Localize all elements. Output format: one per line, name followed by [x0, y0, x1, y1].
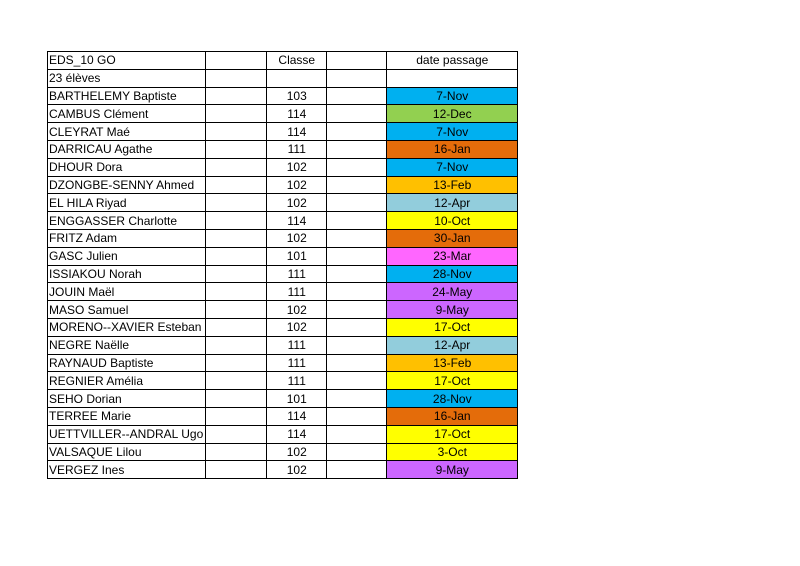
- empty-cell[interactable]: [206, 265, 267, 283]
- empty-cell[interactable]: [327, 390, 387, 408]
- student-name-cell[interactable]: NEGRE Naëlle: [48, 336, 206, 354]
- empty-cell[interactable]: [206, 318, 267, 336]
- student-name-cell[interactable]: CAMBUS Clément: [48, 105, 206, 123]
- table-row: [48, 407, 518, 425]
- student-schedule-table: [47, 51, 518, 479]
- student-name-cell[interactable]: BARTHELEMY Baptiste: [48, 87, 206, 105]
- student-classe-cell[interactable]: 114: [267, 105, 327, 123]
- table-row: [48, 265, 518, 283]
- student-name-cell[interactable]: VERGEZ Ines: [48, 461, 206, 479]
- student-classe-cell[interactable]: 102: [267, 158, 327, 176]
- table-row: [48, 158, 518, 176]
- empty-cell[interactable]: [206, 283, 267, 301]
- table-row: [48, 425, 518, 443]
- empty-cell[interactable]: [206, 336, 267, 354]
- empty-cell[interactable]: [206, 176, 267, 194]
- table-row: [48, 176, 518, 194]
- table-row: [48, 461, 518, 479]
- student-date-cell[interactable]: 16-Jan: [387, 140, 518, 158]
- student-date-cell[interactable]: 12-Apr: [387, 336, 518, 354]
- table-row: [48, 247, 518, 265]
- student-name-cell[interactable]: MASO Samuel: [48, 301, 206, 319]
- student-date-cell[interactable]: 3-Oct: [387, 443, 518, 461]
- student-name-cell[interactable]: GASC Julien: [48, 247, 206, 265]
- empty-cell[interactable]: [206, 229, 267, 247]
- student-name-cell[interactable]: EL HILA Riyad: [48, 194, 206, 212]
- student-classe-cell[interactable]: 114: [267, 425, 327, 443]
- student-classe-cell[interactable]: 102: [267, 318, 327, 336]
- student-date-cell[interactable]: 23-Mar: [387, 247, 518, 265]
- student-date-cell[interactable]: 16-Jan: [387, 407, 518, 425]
- student-name-cell[interactable]: JOUIN Maël: [48, 283, 206, 301]
- student-classe-cell[interactable]: 111: [267, 265, 327, 283]
- student-date-cell[interactable]: 13-Feb: [387, 354, 518, 372]
- empty-cell[interactable]: [327, 123, 387, 141]
- student-name-cell[interactable]: DARRICAU Agathe: [48, 140, 206, 158]
- empty-cell[interactable]: [327, 212, 387, 230]
- table-row: [48, 443, 518, 461]
- student-date-cell[interactable]: 12-Dec: [387, 105, 518, 123]
- empty-cell[interactable]: [206, 301, 267, 319]
- student-name-cell[interactable]: ENGGASSER Charlotte: [48, 212, 206, 230]
- empty-cell[interactable]: [327, 158, 387, 176]
- empty-cell[interactable]: [327, 140, 387, 158]
- empty-cell[interactable]: [206, 212, 267, 230]
- student-date-cell[interactable]: 30-Jan: [387, 229, 518, 247]
- count-row: [48, 69, 518, 87]
- table-row: [48, 372, 518, 390]
- empty-cell[interactable]: [206, 140, 267, 158]
- student-name-cell[interactable]: DHOUR Dora: [48, 158, 206, 176]
- student-date-cell[interactable]: 9-May: [387, 461, 518, 479]
- student-date-cell[interactable]: 24-May: [387, 283, 518, 301]
- title-cell[interactable]: EDS_10 GO: [48, 52, 206, 70]
- student-classe-cell[interactable]: 114: [267, 123, 327, 141]
- student-name-cell[interactable]: DZONGBE-SENNY Ahmed: [48, 176, 206, 194]
- empty-cell[interactable]: [327, 69, 387, 87]
- student-classe-cell[interactable]: 111: [267, 354, 327, 372]
- student-date-cell[interactable]: 17-Oct: [387, 425, 518, 443]
- empty-cell[interactable]: [206, 425, 267, 443]
- date-header[interactable]: date passage: [387, 52, 518, 70]
- empty-cell[interactable]: [327, 336, 387, 354]
- table-row: [48, 123, 518, 141]
- table-body: [48, 52, 518, 479]
- empty-cell[interactable]: [206, 407, 267, 425]
- empty-cell[interactable]: [206, 194, 267, 212]
- student-date-cell[interactable]: 17-Oct: [387, 372, 518, 390]
- empty-cell[interactable]: [327, 318, 387, 336]
- student-name-cell[interactable]: RAYNAUD Baptiste: [48, 354, 206, 372]
- student-classe-cell[interactable]: 101: [267, 247, 327, 265]
- student-name-cell[interactable]: TERREE Marie: [48, 407, 206, 425]
- table-row: [48, 87, 518, 105]
- student-classe-cell[interactable]: 102: [267, 461, 327, 479]
- table-row: [48, 140, 518, 158]
- student-name-cell[interactable]: MORENO--XAVIER Esteban: [48, 318, 206, 336]
- student-classe-cell[interactable]: 114: [267, 212, 327, 230]
- empty-cell[interactable]: [327, 229, 387, 247]
- empty-cell[interactable]: [327, 283, 387, 301]
- empty-cell[interactable]: [206, 52, 267, 70]
- empty-cell[interactable]: [206, 69, 267, 87]
- empty-cell[interactable]: [206, 354, 267, 372]
- student-classe-cell[interactable]: 114: [267, 407, 327, 425]
- empty-cell[interactable]: [206, 372, 267, 390]
- table-row: [48, 194, 518, 212]
- empty-cell[interactable]: [327, 425, 387, 443]
- empty-cell[interactable]: [327, 87, 387, 105]
- empty-cell[interactable]: [327, 265, 387, 283]
- table-row: [48, 229, 518, 247]
- student-name-cell[interactable]: CLEYRAT Maé: [48, 123, 206, 141]
- student-date-cell[interactable]: 7-Nov: [387, 87, 518, 105]
- empty-cell[interactable]: [327, 461, 387, 479]
- student-date-cell[interactable]: 7-Nov: [387, 158, 518, 176]
- student-classe-cell[interactable]: 111: [267, 372, 327, 390]
- student-name-cell[interactable]: FRITZ Adam: [48, 229, 206, 247]
- student-classe-cell[interactable]: 102: [267, 229, 327, 247]
- student-classe-cell[interactable]: 102: [267, 176, 327, 194]
- student-classe-cell[interactable]: 103: [267, 87, 327, 105]
- table-row: [48, 283, 518, 301]
- empty-cell[interactable]: [327, 443, 387, 461]
- count-cell[interactable]: 23 élèves: [48, 69, 206, 87]
- student-date-cell[interactable]: 9-May: [387, 301, 518, 319]
- student-classe-cell[interactable]: 102: [267, 301, 327, 319]
- empty-cell[interactable]: [267, 69, 327, 87]
- empty-cell[interactable]: [206, 443, 267, 461]
- empty-cell[interactable]: [387, 69, 518, 87]
- student-date-cell[interactable]: 10-Oct: [387, 212, 518, 230]
- empty-cell[interactable]: [327, 354, 387, 372]
- student-classe-cell[interactable]: 102: [267, 194, 327, 212]
- student-date-cell[interactable]: 13-Feb: [387, 176, 518, 194]
- empty-cell[interactable]: [327, 194, 387, 212]
- empty-cell[interactable]: [206, 123, 267, 141]
- table-row: [48, 105, 518, 123]
- empty-cell[interactable]: [206, 461, 267, 479]
- student-date-cell[interactable]: 28-Nov: [387, 390, 518, 408]
- student-date-cell[interactable]: 12-Apr: [387, 194, 518, 212]
- student-classe-cell[interactable]: 101: [267, 390, 327, 408]
- student-classe-cell[interactable]: 111: [267, 283, 327, 301]
- student-date-cell[interactable]: 17-Oct: [387, 318, 518, 336]
- empty-cell[interactable]: [327, 407, 387, 425]
- empty-cell[interactable]: [206, 105, 267, 123]
- student-name-cell[interactable]: REGNIER Amélia: [48, 372, 206, 390]
- student-name-cell[interactable]: VALSAQUE Lilou: [48, 443, 206, 461]
- table-row: [48, 212, 518, 230]
- empty-cell[interactable]: [327, 301, 387, 319]
- student-classe-cell[interactable]: 111: [267, 140, 327, 158]
- header-row: [48, 52, 518, 70]
- table-row: [48, 301, 518, 319]
- empty-cell[interactable]: [206, 158, 267, 176]
- student-classe-cell[interactable]: 102: [267, 443, 327, 461]
- student-name-cell[interactable]: UETTVILLER--ANDRAL Ugo: [48, 425, 206, 443]
- table-row: [48, 390, 518, 408]
- student-date-cell[interactable]: 28-Nov: [387, 265, 518, 283]
- empty-cell[interactable]: [206, 87, 267, 105]
- empty-cell[interactable]: [327, 247, 387, 265]
- empty-cell[interactable]: [327, 372, 387, 390]
- empty-cell[interactable]: [206, 247, 267, 265]
- table-row: [48, 354, 518, 372]
- empty-cell[interactable]: [327, 176, 387, 194]
- student-name-cell[interactable]: SEHO Dorian: [48, 390, 206, 408]
- classe-header[interactable]: Classe: [267, 52, 327, 70]
- empty-cell[interactable]: [327, 105, 387, 123]
- student-classe-cell[interactable]: 111: [267, 336, 327, 354]
- empty-cell[interactable]: [206, 390, 267, 408]
- student-name-cell[interactable]: ISSIAKOU Norah: [48, 265, 206, 283]
- table-row: [48, 336, 518, 354]
- table-row: [48, 318, 518, 336]
- student-date-cell[interactable]: 7-Nov: [387, 123, 518, 141]
- empty-cell[interactable]: [327, 52, 387, 70]
